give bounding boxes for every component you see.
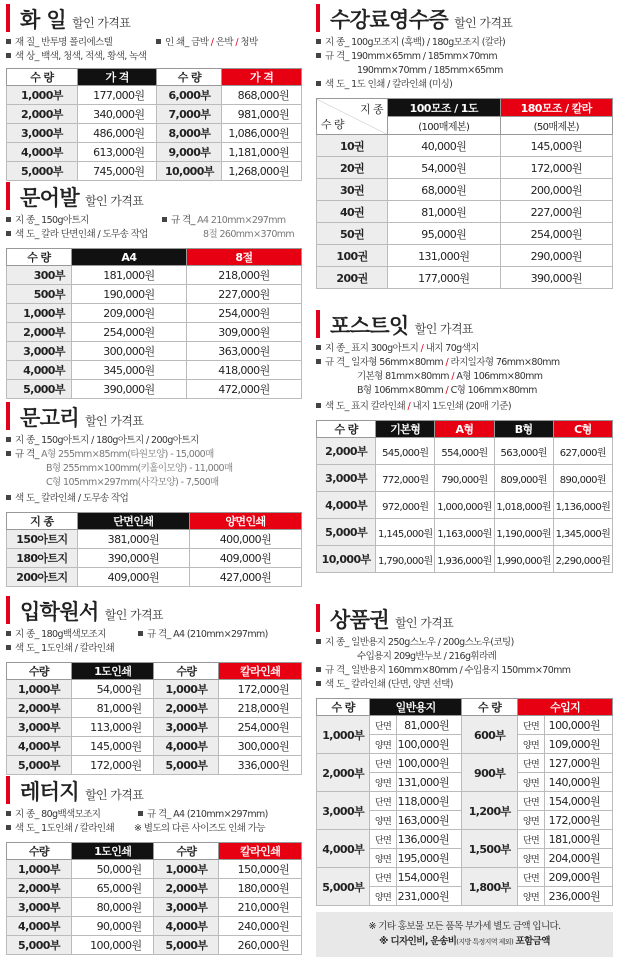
- table-row: 3,000부 300,000원 363,000원: [7, 342, 302, 361]
- spec-line: 지 종_ 표지 300g아트지 / 내지 70g색지: [316, 342, 613, 356]
- hanger-section: 문고리 할인 가격표 지 종_ 150g아트지 / 180g아트지 / 200g아트지 규 격_ A형 255mm×85mm(타원모양) - 15,000매 B형 255mm×100mm(키홀이모양) - 11,000매 C형 105mm×297mm(사각모양) - 7,500매 색 도_ 칼라인쇄 / 도무송 작업 지 종 단면인쇄 양면인쇄 150아트지 381,000원 400,000원 180아트지 390,000원 409,000원 200아트지 409,000원 427,000원: [6, 402, 302, 587]
- price-table: 지 종 단면인쇄 양면인쇄 150아트지 381,000원 400,000원 180아트지 390,000원 409,000원 200아트지 409,000원 427,000원: [6, 512, 302, 587]
- table-row: 5,000부 172,000원 5,000부 336,000원: [7, 756, 302, 775]
- table-row: 100권 131,000원 290,000원: [317, 245, 613, 267]
- section-subtitle: 할인 가격표: [395, 616, 454, 630]
- column-header: 수 량: [7, 69, 78, 86]
- section-title: 포스트잇: [330, 314, 409, 338]
- receipt-section: 수강료영수증 할인 가격표 지 종_ 100g모조지 (흑백) / 180g모조지 (칼라) 규 격_ 190mm×65mm / 185mm×70mm 190mm×70mm / 185mm×65mm 색 도_ 1도 인쇄 / 칼라인쇄 (미싱) 지 종 수 량 100모조 / 1도 180모조 / 칼라 (100매제본) (50매제본) 10권 40,000원 145,000원 20권 54,000원 172,000원 30권 68,000원 200,000원 40권 81,000원 227,000원 50권 95,000원 254,000원 100권 131,000원 290,000원 200권 177,000원 390,000원: [316, 4, 613, 289]
- table-row: 2,000부 65,000원 2,000부 180,000원: [7, 879, 302, 898]
- bullet-icon: [316, 403, 321, 408]
- table-row: 3,000부 772,000원 790,000원 809,000원 890,000원: [317, 465, 613, 492]
- spec-line: 지 종_ 일반용지 250g스노우 / 200g스노우(코팅): [316, 636, 613, 650]
- bullet-icon: [6, 39, 11, 44]
- bullet-icon: [6, 451, 11, 456]
- spec-line: 지 종_ 180g백색모조지 규 격_ A4 (210mm×297mm): [6, 628, 302, 642]
- table-row: 5,000부 1,145,000원 1,163,000원 1,190,000원 1,345,000원: [317, 519, 613, 546]
- table-row: 300부 181,000원 218,000원: [7, 266, 302, 285]
- price-table: 수 량 A4 8절 300부 181,000원 218,000원 500부 190,000원 227,000원 1,000부 209,000원 254,000원 2,000부 254,000원 309,000원 3,000부 300,000원 363,000원 4,000부 345,000원 418,000원 5,000부 390,000원 472,000원: [6, 248, 302, 399]
- section-title: 화 일: [20, 8, 67, 32]
- spec-line: 색 도_ 칼라인쇄 / 도무송 작업: [6, 492, 302, 506]
- price-table: 수 량 일반용지 수 량 수입지 1,000부 단면 81,000원 600부 단면 100,000원 양면 100,000원 양면 109,000원 2,000부 단면 100,000원 900부 단면 127,000원 양면 131,000원 양면 140,000원 3,000부 단면 118,000원 1,200부 단면 154,000원 양면 163,000원 양면 172,000원 4,000부 단면 136,000원 1,500부 단면 181,000원 양면 195,000원 양면 204,000원 5,000부 단면 154,000원 1,800부 단면 209,000원 양면 231,000원 양면 236,000원: [316, 698, 613, 906]
- table-row: 3,000부 단면 118,000원 1,200부 단면 154,000원: [317, 792, 613, 811]
- section-title: 입학원서: [20, 600, 99, 624]
- bullet-icon: [316, 39, 321, 44]
- table-row: 30권 68,000원 200,000원: [317, 179, 613, 201]
- table-row: 4,000부 345,000원 418,000원: [7, 361, 302, 380]
- table-row: 3,000부 80,000원 3,000부 210,000원: [7, 898, 302, 917]
- table-row: 양면 231,000원 양면 236,000원: [317, 887, 613, 906]
- price-table: 수량 1도인쇄 수량 칼라인쇄 1,000부 54,000원 1,000부 172,000원 2,000부 81,000원 2,000부 218,000원 3,000부 113,000원 3,000부 254,000원 4,000부 145,000원 4,000부 300,000원 5,000부 172,000원 5,000부 336,000원: [6, 662, 302, 775]
- bullet-icon: [316, 681, 321, 686]
- table-row: 10권 40,000원 145,000원: [317, 135, 613, 157]
- column-header: 가 격: [222, 69, 302, 86]
- spec-key: 인 쇄: [165, 37, 185, 48]
- bullet-icon: [6, 811, 11, 816]
- section-subtitle: 할인 가격표: [85, 788, 144, 802]
- spec-line: 지 종_ 150g아트지 / 180g아트지 / 200g아트지: [6, 434, 302, 448]
- table-row: 500부 190,000원 227,000원: [7, 285, 302, 304]
- column-header: 수 량: [157, 69, 222, 86]
- table-row: 4,000부 단면 136,000원 1,500부 단면 181,000원: [317, 830, 613, 849]
- bullet-icon: [6, 53, 11, 58]
- section-header: [6, 4, 302, 32]
- bullet-icon: [6, 825, 11, 830]
- table-row: 180아트지 390,000원 409,000원: [7, 549, 302, 568]
- diagonal-header: 지 종 수 량: [317, 99, 388, 135]
- table-row: 150아트지 381,000원 400,000원: [7, 530, 302, 549]
- spec-line: 규 격_ 190mm×65mm / 185mm×70mm: [316, 50, 613, 64]
- section-header: [316, 4, 613, 32]
- bullet-icon: [316, 639, 321, 644]
- spec-line: 규 격_ 일자형 56mm×80mm / 라지일자형 76mm×80mm: [316, 356, 613, 370]
- price-table: 수량 1도인쇄 수량 칼라인쇄 1,000부 50,000원 1,000부 150,000원 2,000부 65,000원 2,000부 180,000원 3,000부 80,000원 3,000부 210,000원 4,000부 90,000원 4,000부 240,000원 5,000부 100,000원 5,000부 260,000원: [6, 842, 302, 955]
- price-table: 수 량 기본형 A형 B형 C형 2,000부 545,000원 554,000원 563,000원 627,000원 3,000부 772,000원 790,000원 809,000원 890,000원 4,000부 972,000원 1,000,000원 1,018,000원 1,136,000원 5,000부 1,145,000원 1,163,000원 1,190,000원 1,345,000원 10,000부 1,790,000원 1,936,000원 1,990,000원 2,290,000원: [316, 420, 613, 573]
- section-subtitle: 할인 가격표: [104, 608, 163, 622]
- spec-line: 지 종_ 80g백색모조지 규 격_ A4 (210mm×297mm): [6, 808, 302, 822]
- bullet-icon: [316, 345, 321, 350]
- spec-line: 규 격_ A형 255mm×85mm(타원모양) - 15,000매: [6, 448, 302, 462]
- spec-line: 규 격_ 일반용지 160mm×80mm / 수입용지 150mm×70mm: [316, 664, 613, 678]
- table-row: 5,000부 390,000원 472,000원: [7, 380, 302, 399]
- table-row: 1,000부 209,000원 254,000원: [7, 304, 302, 323]
- voucher-section: 상품권 할인 가격표 지 종_ 일반용지 250g스노우 / 200g스노우(코팅) 수입용지 209g반누보 / 216g휘라레 규 격_ 일반용지 160mm×80mm / 수입용지 150mm×70mm 색 도_ 칼라인쇄 (단면, 양면 선택) 수 량 일반용지 수 량 수입지 1,000부 단면 81,000원 600부 단면 100,000원 양면 100,000원 양면 109,000원 2,000부 단면 100,000원 900부 단면 127,000원 양면 131,000원 양면 140,000원 3,000부 단면 118,000원 1,200부 단면 154,000원 양면 163,000원 양면 172,000원 4,000부 단면 136,000원 1,500부 단면 181,000원 양면 195,000원 양면 204,000원 5,000부 단면 154,000원 1,800부 단면 209,000원 양면 231,000원 양면 236,000원 ※ 기타 홍보물 모든 품목 부가세 별도 금액 입니다. ※ 디자인비, 운송비(지방 특정지역 제외) 포함금액: [316, 604, 613, 957]
- bullet-icon: [138, 631, 143, 636]
- spec-value: 반투명 폴리에스텔: [41, 37, 113, 48]
- spec-line: 색 상_ 백색, 청색, 적색, 황색, 녹색: [6, 50, 302, 64]
- table-row: 3,000부 113,000원 3,000부 254,000원: [7, 718, 302, 737]
- table-row: 2,000부 254,000원 309,000원: [7, 323, 302, 342]
- table-row: 4,000부 90,000원 4,000부 240,000원: [7, 917, 302, 936]
- bullet-icon: [6, 631, 11, 636]
- admission-section: [6, 596, 302, 775]
- section-header: [316, 604, 613, 632]
- postit-section: 포스트잇 할인 가격표 지 종_ 표지 300g아트지 / 내지 70g색지 규 격_ 일자형 56mm×80mm / 라지일자형 76mm×80mm 기본형 81mm×80mm / A형 106mm×80mm B형 106mm×80mm / C형 106mm×80mm 색 도_ 표지 칼라인쇄 / 내지 1도인쇄 (20매 기준) 수 량 기본형 A형 B형 C형 2,000부 545,000원 554,000원 563,000원 627,000원 3,000부 772,000원 790,000원 809,000원 890,000원 4,000부 972,000원 1,000,000원 1,018,000원 1,136,000원 5,000부 1,145,000원 1,163,000원 1,190,000원 1,345,000원 10,000부 1,790,000원 1,936,000원 1,990,000원 2,290,000원: [316, 310, 613, 573]
- section-subtitle: 할인 가격표: [85, 194, 144, 208]
- table-row: 양면 163,000원 양면 172,000원: [317, 811, 613, 830]
- bullet-icon: [316, 667, 321, 672]
- spec-key: 색 상: [15, 51, 35, 62]
- section-title: 문어발: [20, 186, 80, 210]
- bullet-icon: [138, 811, 143, 816]
- table-row: 4,000부 613,000원 9,000부 1,181,000원: [7, 143, 302, 162]
- section-header: [6, 596, 302, 624]
- spec-value: 은박: [215, 37, 233, 48]
- section-title: 문고리: [20, 406, 80, 430]
- spec-line: 지 종_ 150g아트지 규 격_ A4 210mm×297mm: [6, 214, 302, 228]
- spec-line: 지 종_ 100g모조지 (흑백) / 180g모조지 (칼라): [316, 36, 613, 50]
- table-row: 2,000부 81,000원 2,000부 218,000원: [7, 699, 302, 718]
- spec-value: 금박: [191, 37, 209, 48]
- section-subtitle: 할인 가격표: [85, 414, 144, 428]
- section-subtitle: 할인 가격표: [454, 16, 513, 30]
- table-row: 2,000부 340,000원 7,000부 981,000원: [7, 105, 302, 124]
- price-table: 지 종 수 량 100모조 / 1도 180모조 / 칼라 (100매제본) (50매제본) 10권 40,000원 145,000원 20권 54,000원 172,000원 30권 68,000원 200,000원 40권 81,000원 227,000원 50권 95,000원 254,000원 100권 131,000원 290,000원 200권 177,000원 390,000원: [316, 98, 613, 289]
- spec-line: 색 도_ 칼라인쇄 (단면, 양면 선택): [316, 678, 613, 692]
- bullet-icon: [316, 359, 321, 364]
- bullet-icon: [6, 437, 11, 442]
- bullet-icon: [6, 231, 11, 236]
- section-title: 상품권: [330, 608, 390, 632]
- table-row: 5,000부 745,000원 10,000부 1,268,000원: [7, 162, 302, 181]
- section-title: 레터지: [20, 780, 80, 804]
- section-header: [316, 310, 613, 338]
- table-row: 1,000부 177,000원 6,000부 868,000원: [7, 86, 302, 105]
- section-header: [6, 776, 302, 804]
- table-row: 양면 131,000원 양면 140,000원: [317, 773, 613, 792]
- spec-value: 백색, 청색, 적색, 황색, 녹색: [41, 51, 147, 62]
- table-row: 양면 195,000원 양면 204,000원: [317, 849, 613, 868]
- spec-key: 재 질: [15, 37, 35, 48]
- table-row: 양면 100,000원 양면 109,000원: [317, 735, 613, 754]
- table-row: 10,000부 1,790,000원 1,936,000원 1,990,000원 2,290,000원: [317, 546, 613, 573]
- file-section: [6, 4, 302, 181]
- section-subtitle: 할인 가격표: [72, 16, 131, 30]
- table-row: 3,000부 486,000원 8,000부 1,086,000원: [7, 124, 302, 143]
- table-row: 2,000부 545,000원 554,000원 563,000원 627,000원: [317, 438, 613, 465]
- bullet-icon: [156, 39, 161, 44]
- bullet-icon: [316, 81, 321, 86]
- bullet-icon: [6, 645, 11, 650]
- table-row: 5,000부 100,000원 5,000부 260,000원: [7, 936, 302, 955]
- section-header: [6, 182, 302, 210]
- table-row: 1,000부 50,000원 1,000부 150,000원: [7, 860, 302, 879]
- section-header: [6, 402, 302, 430]
- table-row: 2,000부 단면 100,000원 900부 단면 127,000원: [317, 754, 613, 773]
- table-row: 1,000부 54,000원 1,000부 172,000원: [7, 680, 302, 699]
- table-row: 4,000부 972,000원 1,000,000원 1,018,000원 1,136,000원: [317, 492, 613, 519]
- spec-line: 색 도_ 1도 인쇄 / 칼라인쇄 (미싱): [316, 78, 613, 92]
- table-row: 200권 177,000원 390,000원: [317, 267, 613, 289]
- spec-line: 색 도_ 1도인쇄 / 칼라인쇄 ※ 별도의 다른 사이즈도 인쇄 가능: [6, 822, 302, 836]
- section-subtitle: 할인 가격표: [414, 322, 473, 336]
- door-section: [6, 182, 302, 399]
- spec-line: 색 도_ 칼라 단면인쇄 / 도무송 작업 8절 260mm×370mm: [6, 228, 302, 242]
- table-row: 40권 81,000원 227,000원: [317, 201, 613, 223]
- column-header: 가 격: [77, 69, 157, 86]
- table-row: 5,000부 단면 154,000원 1,800부 단면 209,000원: [317, 868, 613, 887]
- table-row: 200아트지 409,000원 427,000원: [7, 568, 302, 587]
- price-table: [6, 68, 302, 181]
- table-row: 4,000부 145,000원 4,000부 300,000원: [7, 737, 302, 756]
- table-row: 50권 95,000원 254,000원: [317, 223, 613, 245]
- letterhead-section: [6, 776, 302, 955]
- spec-line: 재 질_ 반투명 폴리에스텔 인 쇄_ 금박 / 은박 / 청박: [6, 36, 302, 50]
- bullet-icon: [316, 53, 321, 58]
- footer-note: ※ 기타 홍보물 모든 품목 부가세 별도 금액 입니다. ※ 디자인비, 운송비(지방 특정지역 제외) 포함금액: [316, 912, 613, 957]
- table-row: 1,000부 단면 81,000원 600부 단면 100,000원: [317, 716, 613, 735]
- bullet-icon: [162, 217, 167, 222]
- section-title: 수강료영수증: [330, 8, 449, 32]
- spec-line: 색 도_ 표지 칼라인쇄 / 내지 1도인쇄 (20매 기준): [316, 400, 613, 414]
- spec-value: 청박: [240, 37, 258, 48]
- table-row: 20권 54,000원 172,000원: [317, 157, 613, 179]
- spec-line: 색 도_ 1도인쇄 / 칼라인쇄: [6, 642, 302, 656]
- bullet-icon: [6, 217, 11, 222]
- bullet-icon: [6, 495, 11, 500]
